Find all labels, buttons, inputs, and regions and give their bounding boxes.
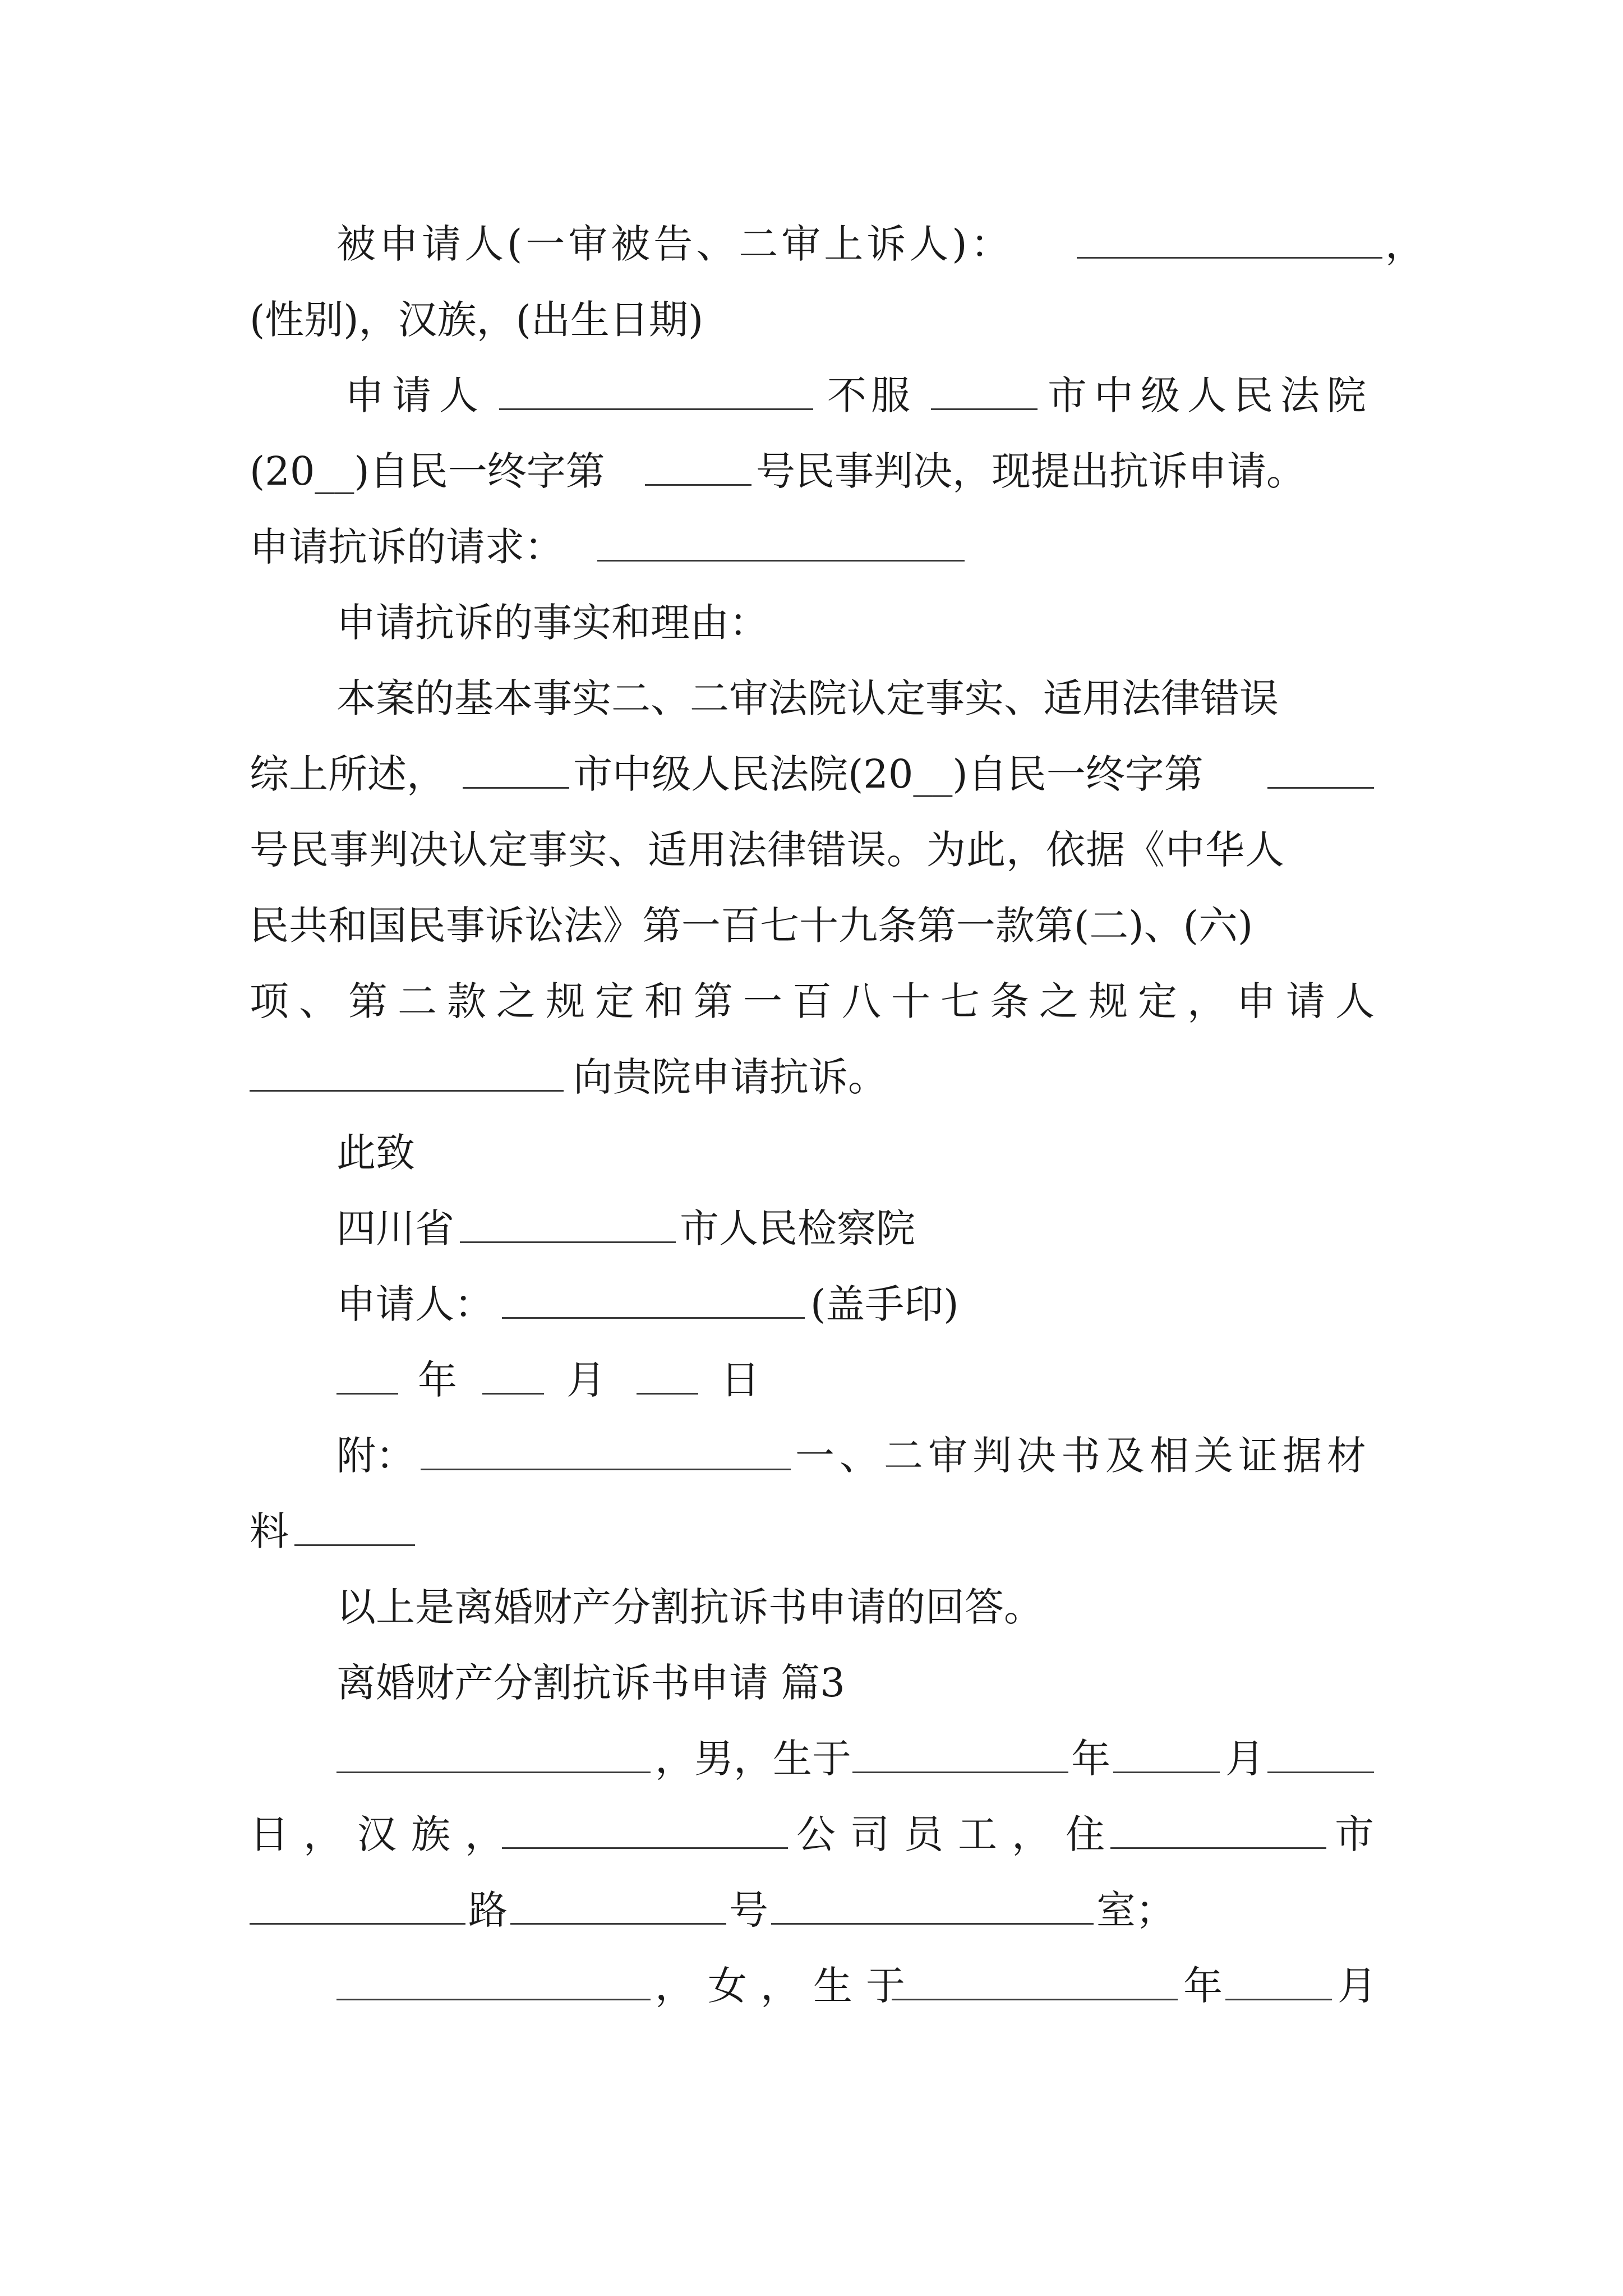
basis-text-2: 民共和国民事诉讼法》第一百七十九条第一款第(二)、(六) [250, 903, 1253, 949]
attachment-blank [421, 1469, 791, 1470]
attachment-cont: 料 [250, 1508, 289, 1554]
recipient-province: 四川省 [336, 1205, 454, 1251]
request-blank [597, 560, 965, 562]
respondent-comma: ， [1385, 221, 1424, 267]
applicant-label: 申请人 [345, 372, 486, 418]
day-blank [637, 1393, 698, 1395]
male-city-label: 市 [1335, 1811, 1374, 1857]
judgment-case-suffix: 号民事判决，现提出抗诉申请。 [756, 448, 1306, 494]
month-blank [482, 1393, 544, 1395]
case-number-blank-1 [645, 484, 751, 486]
female-year-label: 年 [1183, 1963, 1223, 2009]
male-room-blank [771, 1923, 1094, 1925]
female-birth-year-blank [892, 1999, 1178, 2000]
male-road-blank [250, 1923, 465, 1925]
male-birth-day-blank [1267, 1772, 1374, 1773]
fingerprint-note: (盖手印) [810, 1281, 959, 1327]
male-room-label: 室； [1096, 1887, 1175, 1933]
female-birth-month-blank [1225, 1999, 1332, 2000]
facts-heading: 申请抗诉的事实和理由： [336, 600, 768, 646]
apply-text: 向贵院申请抗诉。 [573, 1054, 887, 1100]
female-name-blank [336, 1999, 651, 2000]
judgment-case-prefix: (20__)自民一终字第 [250, 448, 605, 494]
year-blank [336, 1393, 398, 1395]
male-city-blank [1110, 1847, 1326, 1849]
male-number-blank [510, 1923, 726, 1925]
signature-label: 申请人： [336, 1281, 494, 1327]
court-text-1: 市中级人民法院 [1048, 372, 1373, 418]
case-number-blank-2 [1267, 787, 1374, 789]
applicant-name-blank [499, 408, 813, 410]
section-heading: 离婚财产分割抗诉书申请 篇3 [336, 1660, 845, 1706]
male-birth-month-blank [1113, 1772, 1220, 1773]
male-born-text: ，男，生于 [655, 1736, 851, 1782]
salutation: 此致 [336, 1130, 415, 1176]
male-ethnicity-text: 日，汉族， [250, 1811, 519, 1857]
female-born-text: ，女，生于 [655, 1963, 919, 2009]
basis-text-1: 号民事判决认定事实、适用法律错误。为此，依据《中华人 [250, 827, 1285, 873]
male-birth-year-blank [852, 1772, 1068, 1773]
summary-court: 市中级人民法院(20__)自民一终字第 [573, 751, 1204, 797]
male-year-label: 年 [1071, 1736, 1110, 1782]
basic-facts: 本案的基本事实二、二审法院认定事实、适用法律错误 [336, 675, 1279, 721]
male-name-blank [336, 1772, 651, 1773]
attachment-text: 一、二审判决书及相关证据材 [795, 1433, 1371, 1479]
male-number-label: 号 [729, 1887, 768, 1933]
female-month-label: 月 [1338, 1963, 1377, 2009]
respondent-label: 被申请人(一审被告、二审上诉人)： [336, 221, 1013, 267]
summary-prefix: 综上所述， [250, 751, 446, 797]
respondent-details: (性别)，汉族，(出生日期) [250, 297, 704, 343]
applicant-name-blank-2 [250, 1090, 564, 1092]
city-blank-1 [931, 408, 1038, 410]
recipient-procuratorate: 市人民检察院 [680, 1205, 915, 1251]
attachment-cont-blank [294, 1544, 415, 1546]
city-blank-2 [463, 787, 569, 789]
signature-blank [502, 1317, 805, 1319]
year-label: 年 [418, 1357, 457, 1403]
closing-text: 以上是离婚财产分割抗诉书申请的回答。 [336, 1584, 1043, 1630]
request-label: 申请抗诉的请求： [250, 524, 564, 570]
male-employee-text: 公司员工，住 [796, 1811, 1119, 1857]
male-month-label: 月 [1225, 1736, 1265, 1782]
male-road-label: 路 [468, 1887, 508, 1933]
recipient-city-blank [460, 1241, 676, 1243]
day-label: 日 [721, 1357, 760, 1403]
male-company-blank [502, 1847, 788, 1849]
attachment-label: 附： [336, 1433, 415, 1479]
month-label: 月 [566, 1357, 606, 1403]
respondent-name-blank [1077, 257, 1382, 259]
basis-text-3: 项、第二款之规定和第一百八十七条之规定，申请人 [250, 978, 1385, 1024]
not-accept-text: 不服 [827, 372, 915, 418]
